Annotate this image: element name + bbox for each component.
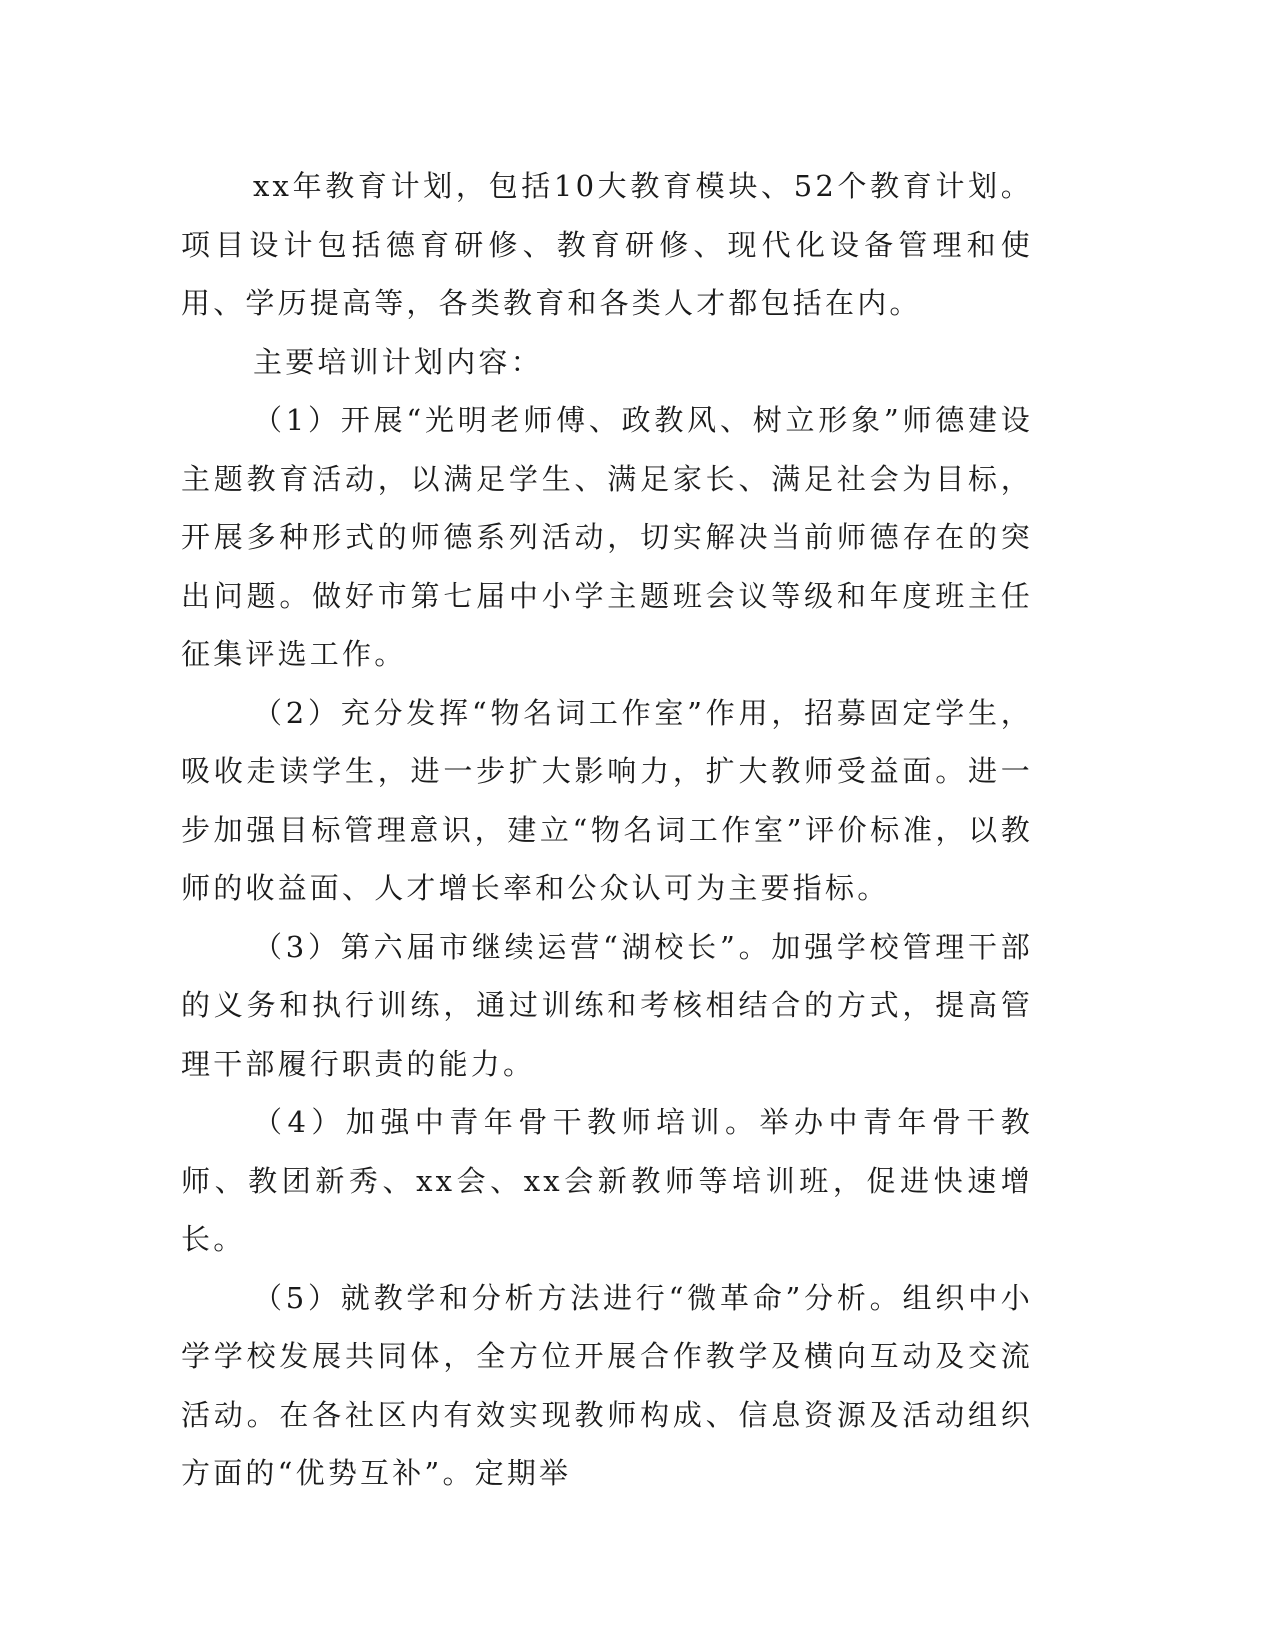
paragraph-item-2: （2）充分发挥“物名词工作室”作用，招募固定学生，吸收走读学生，进一步扩大影响力，扩大教师受益面。进一步加强目标管理意识，建立“物名词工作室”评价标准，以教师的收益面、人才增长率和公众认可为主要指标。 xyxy=(181,695,1033,905)
paragraph-main-content-heading: 主要培训计划内容： xyxy=(253,344,543,379)
paragraph-item-5: （5）就教学和分析方法进行“微革命”分析。组织中小学学校发展共同体，全方位开展合作教学及横向互动及交流活动。在各社区内有效实现教师构成、信息资源及活动组织方面的“优势互补”。定期举 xyxy=(181,1280,1033,1490)
paragraph-intro: xx年教育计划，包括10大教育模块、52个教育计划。项目设计包括德育研修、教育研修、现代化设备管理和使用、学历提高等，各类教育和各类人才都包括在内。 xyxy=(181,169,1033,320)
paragraph-item-4: （4）加强中青年骨干教师培训。举办中青年骨干教师、教团新秀、xx会、xx会新教师等培训班，促进快速增长。 xyxy=(181,1105,1033,1256)
paragraph-item-3: （3）第六届市继续运营“湖校长”。加强学校管理干部的义务和执行训练，通过训练和考核相结合的方式，提高管理干部履行职责的能力。 xyxy=(181,929,1033,1081)
paragraph-item-1: （1）开展“光明老师傅、政教风、树立形象”师德建设主题教育活动，以满足学生、满足家长、满足社会为目标，开展多种形式的师德系列活动，切实解决当前师德存在的突出问题。做好市第七届中小学主题班会议等级和年度班主任征集评选工作。 xyxy=(181,403,1033,671)
document-body xyxy=(181,157,1033,1503)
